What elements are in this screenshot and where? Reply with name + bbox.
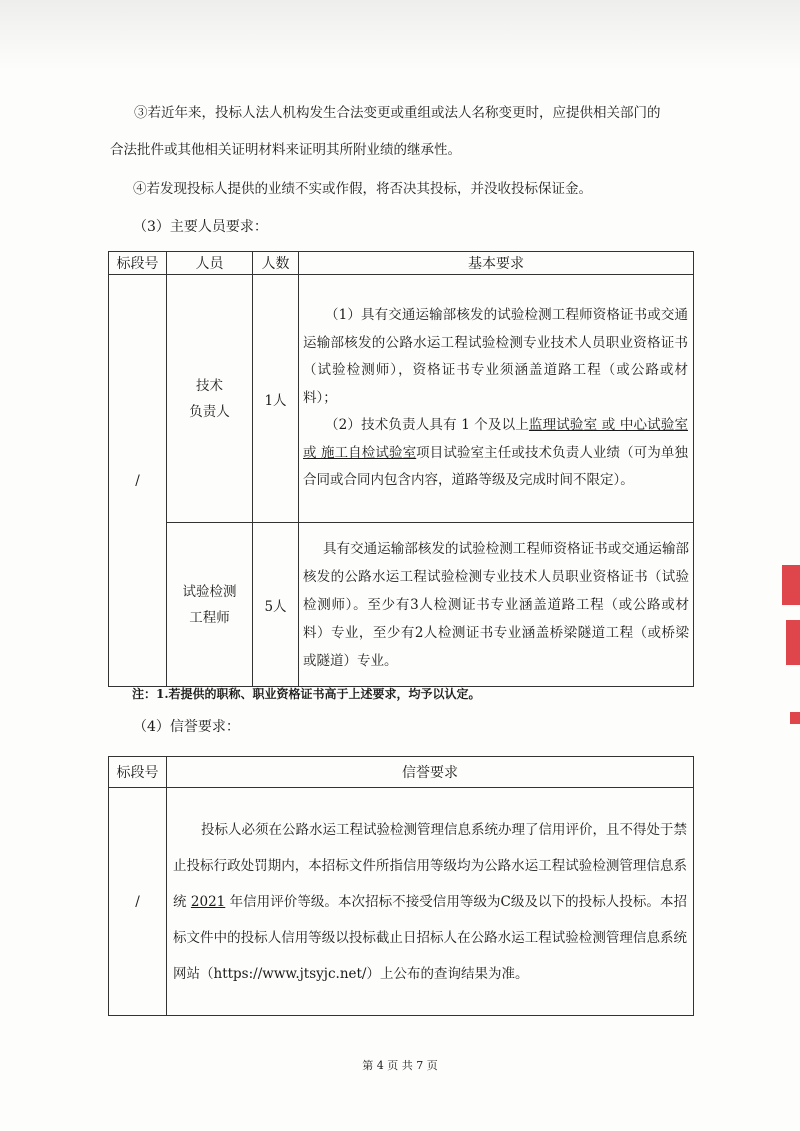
clause-3-line1: ③若近年来，投标人法人机构发生合法变更或重组或法人名称变更时，应提供相关部门的 [134, 105, 661, 121]
red-seal-fragment [790, 712, 800, 724]
requirement-item: （1）具有交通运输部核发的试验检测工程师资格证书或交通运输部核发的公路水运工程试验检测专业技术人员职业资格证书（试验检测师），资格证书专业须涵盖道路工程（或公路或材料）； [303, 307, 688, 406]
table-note: 注：1.若提供的职称、职业资格证书高于上述要求，均予以认定。 [132, 687, 481, 701]
red-seal-fragment [786, 620, 800, 665]
count-cell: 1人 [253, 275, 299, 523]
header-role: 人员 [167, 252, 253, 275]
role-line: 技术 [196, 377, 223, 394]
role-line: 负责人 [189, 403, 230, 420]
credit-heading: （4）信誉要求： [133, 719, 240, 735]
requirement-cell [299, 275, 694, 523]
header-section: 标段号 [109, 252, 167, 275]
clause-3-line2: 合法批件或其他相关证明材料来证明其所附业绩的继承性。 [110, 142, 461, 158]
requirement-cell [167, 788, 694, 1016]
requirement-text: 项目试验室主任或技术负责人业绩（可为单独合同或合同内包含内容，道路等级及完成时间不限定）。 [303, 444, 689, 489]
requirement-text: （2）技术负责人具有 1 个及以上 [325, 417, 529, 434]
page-footer: 第 4 页 共 7 页 [362, 1059, 438, 1072]
header-requirement: 基本要求 [299, 252, 694, 275]
requirement-item: 具有交通运输部核发的试验检测工程师资格证书或交通运输部核发的公路水运工程试验检测专业技术人员职业资格证书（试验检测师）。至少有3人检测证书专业涵盖道路工程（或公路或材料）专业，至少有2人检测证书专业涵盖桥梁隧道工程（或桥梁或隧道）专业。 [303, 540, 689, 669]
underlined-labs: 监理试验室 或 中心试验室 或 施工自检试验室 [303, 417, 688, 461]
table-row [109, 275, 694, 523]
table-header-row [109, 252, 694, 275]
requirement-cell [299, 523, 694, 687]
red-seal-fragment [782, 565, 800, 605]
header-section: 标段号 [109, 757, 167, 788]
table-row [109, 523, 694, 687]
credit-table [108, 756, 694, 1016]
personnel-table [108, 251, 694, 687]
requirement-item [303, 412, 688, 495]
header-count: 人数 [253, 252, 299, 275]
header-requirement: 信誉要求 [167, 757, 694, 788]
count-cell: 5人 [253, 523, 299, 687]
requirement-text: 年信用评价等级。本次招标不接受信用等级为C级及以下的投标人投标。本招标文件中的投标人信用等级以投标截止日招标人在公路水运工程试验检测管理信息系统网站（https://www.jtsyjc.net/）上公布的查询结果为准。 [173, 893, 687, 982]
requirement-text: 投标人必须在公路水运工程试验检测管理信息系统办理了信用评价，且不得处于禁止投标行政处罚期内，本招标文件所指信用等级均为公路水运工程试验检测管理信息系统 [173, 821, 687, 910]
section-value: / [109, 788, 167, 1016]
requirement-item [173, 812, 687, 992]
role-line: 工程师 [189, 609, 230, 626]
clause-4: ④若发现投标人提供的业绩不实或作假，将否决其投标，并没收投标保证金。 [133, 181, 592, 197]
section-value: / [109, 275, 167, 687]
credit-year: 2021 [190, 893, 226, 910]
table-row [109, 788, 694, 1016]
role-line: 试验检测 [182, 583, 237, 600]
table-header-row [109, 757, 694, 788]
role-cell [167, 523, 253, 687]
scan-edge [0, 0, 800, 70]
role-cell [167, 275, 253, 523]
personnel-heading: （3）主要人员要求： [133, 219, 268, 235]
